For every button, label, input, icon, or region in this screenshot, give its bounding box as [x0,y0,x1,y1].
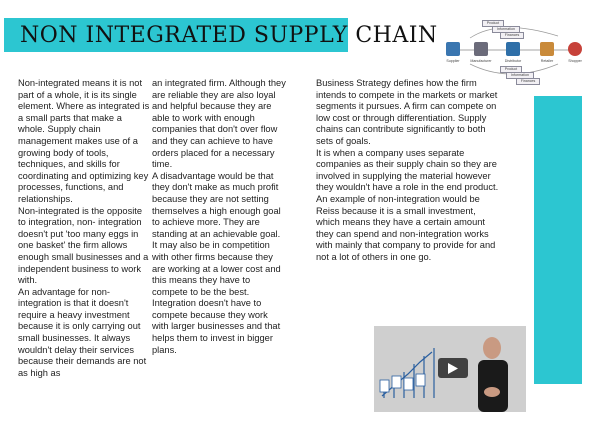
paragraph: An advantage for non-integration is that it doesn't require a heavy investment because it is only carrying out small businesses. It always wouldn't delay their services because their demands are not as high as [18,286,147,378]
node-label-supplier: Supplier [446,59,460,63]
paragraph: whole. Supply chain management makes use of a growing body of tools, techniques, and skills for coordinating and optimizing key processes, functions, and relationships. [18,124,149,204]
paragraph: A disadvantage would be that they don't make as much profit because they are not setting themselves a high enough goal to achieve more. They are standing at an achievable goal. It may also be in competition with other firms because they are working at a lower cost and this means they have to compete to be the best. Integration doesn't have to compete because they work with larger businesses and that helps them to invest in bigger plans. [152,170,281,355]
node-label-distributor: Distributor [504,59,522,63]
supply-chain-diagram [440,14,592,86]
flow-bottom-3: Finances [516,78,540,85]
video-thumbnail[interactable] [374,326,526,412]
text-column-3 [316,78,500,264]
node-label-shopper: Shopper [568,59,582,63]
flow-top-2: Information [492,26,520,33]
play-button[interactable] [438,358,468,378]
play-icon [448,363,458,374]
flow-bottom-2: Information [506,72,534,79]
node-label-manufacturer: Manufacturer [470,59,492,63]
supplier-icon [446,42,460,56]
paragraph: Business Strategy defines how the firm intends to compete in the markets or market segments it pursues. A firm can compete on low cost or through differentiation. Supply chains can contribute significantly to both sets of goals. [316,78,498,146]
shopper-icon [568,42,582,56]
node-label-retailer: Retailer [540,59,554,63]
paragraph: Non-integrated means it is not part of a whole, it is its single element. Where as integrated is a small parts that make a [18,78,150,123]
text-column-1 [18,78,150,379]
paragraph: Non-integrated is the opposite to integration, non- integration doesn't put 'too many eggs in one basket' the firm allows enough small businesses and a independent business to work with. [18,205,149,286]
paragraph: an integrated firm. Although they are reliable they are also loyal and helpful because they are able to work with enough companies that don't over flow and they can achieve to have orders placed for a necessary time. [152,78,286,170]
flow-top-1: Product [482,20,504,27]
paragraph: It is when a company uses separate companies as their supply chain so they are involved in supplying the material however they wouldn't have a role in the end product. [316,147,499,193]
flow-bottom-1: Product [500,66,522,73]
truck-icon [506,42,520,56]
accent-bar [534,96,582,384]
flow-top-3: Finances [500,32,524,39]
text-column-2 [152,78,286,356]
factory-icon [474,42,488,56]
page-title: NON INTEGRATED SUPPLY CHAIN [20,22,438,48]
store-icon [540,42,554,56]
title-banner [4,18,438,52]
paragraph: An example of non-integration would be Reiss because it is a small investment, which means they have a certain amount they can spend and non-integration works with mainly that company to provide for and not a lot of others in one go. [316,193,496,262]
